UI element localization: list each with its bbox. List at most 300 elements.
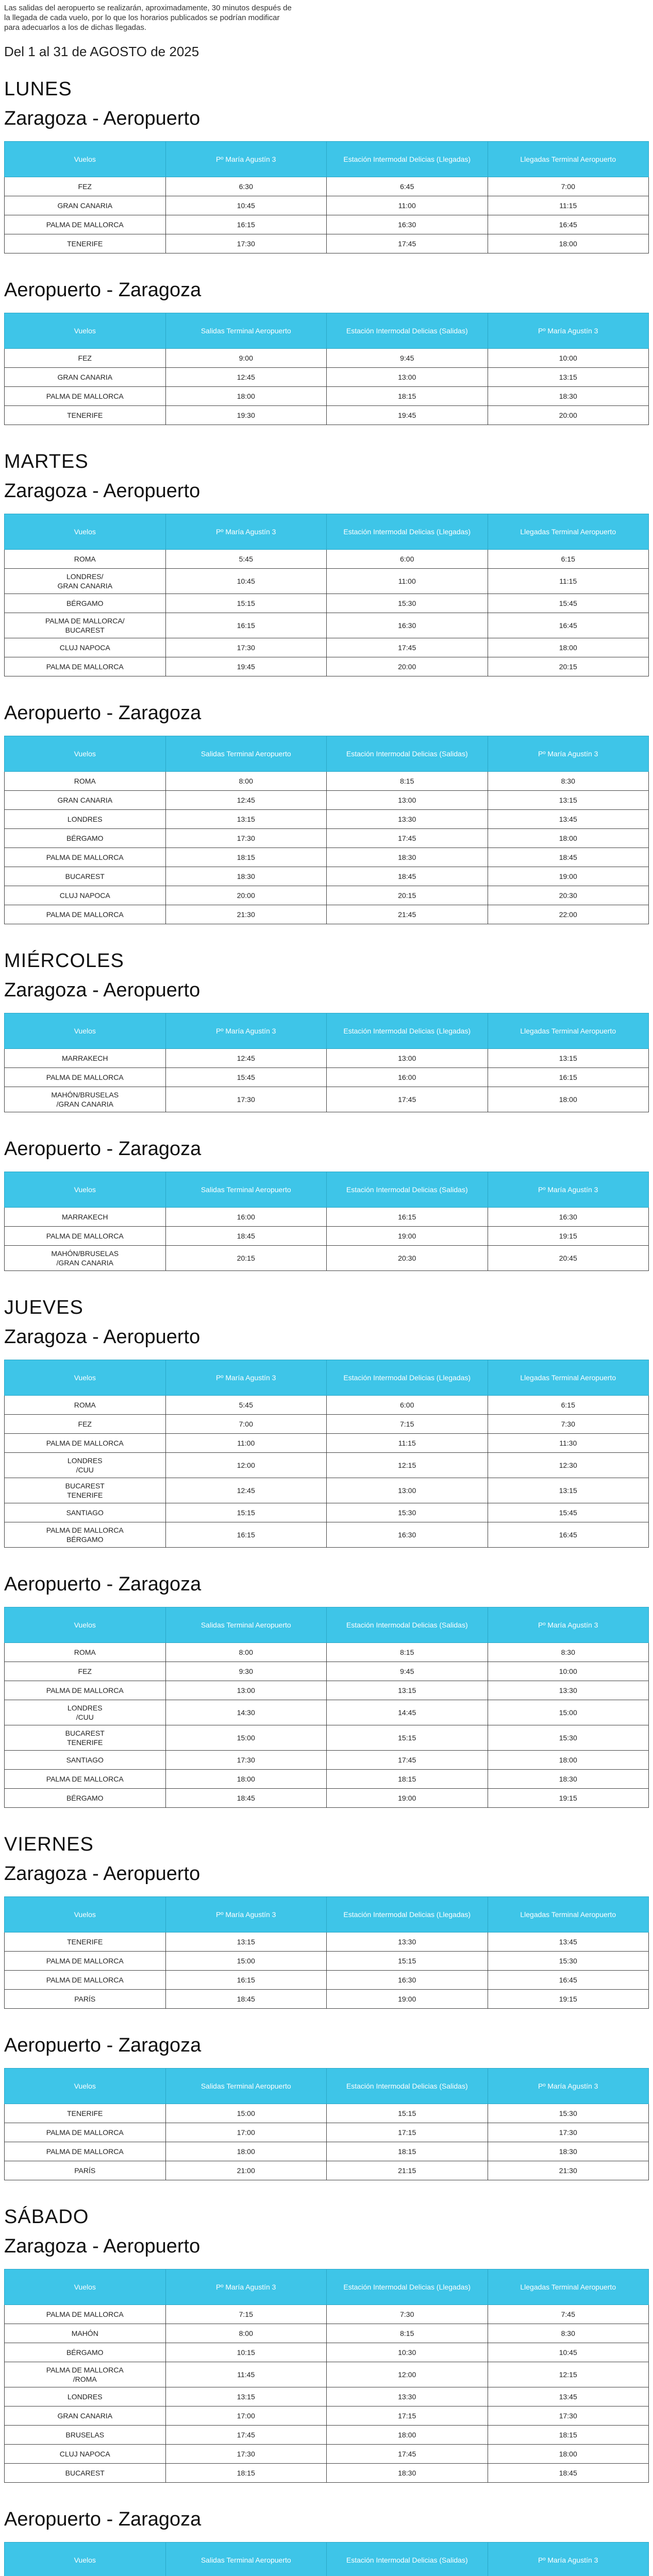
time-cell: 20:15: [327, 886, 488, 905]
time-cell: 17:45: [327, 234, 488, 253]
column-header: Pº María Agustín 3: [488, 1607, 649, 1643]
table-row: [5, 1933, 649, 1952]
flight-destination: LONDRES /CUU: [5, 1700, 166, 1725]
column-header: Estación Intermodal Delicias (Llegadas): [327, 514, 488, 550]
header-row: [5, 313, 649, 349]
time-cell: 16:30: [327, 1522, 488, 1548]
time-cell: 10:45: [165, 569, 327, 594]
time-cell: 13:15: [488, 791, 649, 810]
time-cell: 19:30: [165, 406, 327, 425]
flight-destination: SANTIAGO: [5, 1751, 166, 1770]
table-row: [5, 1396, 649, 1415]
flight-destination: PALMA DE MALLORCA: [5, 387, 166, 406]
flight-destination: BUCAREST TENERIFE: [5, 1725, 166, 1751]
time-cell: 8:00: [165, 2324, 327, 2343]
time-cell: 16:30: [327, 613, 488, 638]
time-cell: 21:45: [327, 905, 488, 924]
time-cell: 7:00: [165, 1415, 327, 1434]
flight-destination: BÉRGAMO: [5, 594, 166, 613]
time-cell: 18:45: [165, 1227, 327, 1246]
table-row: [5, 2343, 649, 2362]
column-header: Vuelos: [5, 514, 166, 550]
time-cell: 8:00: [165, 1643, 327, 1662]
table-row: [5, 2464, 649, 2483]
day-heading: VIERNES: [4, 1834, 94, 1855]
time-cell: 15:15: [165, 594, 327, 613]
time-cell: 18:15: [327, 1770, 488, 1789]
time-cell: 19:15: [488, 1789, 649, 1808]
column-header: Vuelos: [5, 2269, 166, 2305]
time-cell: 20:00: [165, 886, 327, 905]
flight-destination: PALMA DE MALLORCA: [5, 1971, 166, 1990]
flight-destination: ROMA: [5, 772, 166, 791]
table-row: [5, 1246, 649, 1271]
time-cell: 17:30: [488, 2406, 649, 2426]
column-header: Pº María Agustín 3: [165, 514, 327, 550]
schedule-table: [4, 514, 649, 676]
column-header: Estación Intermodal Delicias (Salidas): [327, 1172, 488, 1208]
column-header: Llegadas Terminal Aeropuerto: [488, 2269, 649, 2305]
time-cell: 12:00: [327, 2362, 488, 2387]
flight-destination: FEZ: [5, 349, 166, 368]
table-row: [5, 1227, 649, 1246]
flight-destination: FEZ: [5, 177, 166, 196]
flight-destination: BÉRGAMO: [5, 2343, 166, 2362]
time-cell: 9:00: [165, 349, 327, 368]
time-cell: 16:00: [165, 1208, 327, 1227]
time-cell: 12:45: [165, 1478, 327, 1503]
time-cell: 15:15: [327, 2104, 488, 2123]
table-row: [5, 1990, 649, 2009]
column-header: Vuelos: [5, 736, 166, 772]
column-header: Pº María Agustín 3: [165, 1897, 327, 1933]
table-row: [5, 1049, 649, 1068]
day-heading: MIÉRCOLES: [4, 950, 124, 972]
time-cell: 13:00: [327, 1049, 488, 1068]
time-cell: 13:15: [165, 1933, 327, 1952]
table-row: [5, 848, 649, 867]
flight-destination: PALMA DE MALLORCA: [5, 657, 166, 676]
column-header: Vuelos: [5, 2543, 166, 2576]
time-cell: 17:45: [327, 1087, 488, 1112]
time-cell: 10:45: [165, 196, 327, 215]
flight-destination: BUCAREST: [5, 2464, 166, 2483]
time-cell: 11:15: [327, 1434, 488, 1453]
header-row: [5, 1360, 649, 1396]
days-container: [4, 78, 649, 2576]
time-cell: 18:00: [488, 829, 649, 848]
table-row: [5, 1971, 649, 1990]
column-header: Pº María Agustín 3: [488, 2069, 649, 2104]
table-row: [5, 2305, 649, 2324]
flight-destination: PALMA DE MALLORCA: [5, 1068, 166, 1087]
time-cell: 18:00: [488, 1751, 649, 1770]
table-row: [5, 349, 649, 368]
time-cell: 8:30: [488, 2324, 649, 2343]
flight-destination: ROMA: [5, 550, 166, 569]
time-cell: 9:45: [327, 349, 488, 368]
table-row: [5, 613, 649, 638]
table-row: [5, 569, 649, 594]
time-cell: 19:45: [165, 657, 327, 676]
flight-destination: MAHÓN/BRUSELAS /GRAN CANARIA: [5, 1087, 166, 1112]
time-cell: 17:45: [327, 829, 488, 848]
route-heading: Zaragoza - Aeropuerto: [4, 979, 200, 1001]
flight-destination: TENERIFE: [5, 234, 166, 253]
flight-destination: MARRAKECH: [5, 1208, 166, 1227]
time-cell: 18:45: [327, 867, 488, 886]
table-row: [5, 1208, 649, 1227]
time-cell: 13:15: [165, 810, 327, 829]
time-cell: 18:45: [488, 848, 649, 867]
time-cell: 18:30: [327, 2464, 488, 2483]
time-cell: 17:15: [327, 2123, 488, 2142]
column-header: Vuelos: [5, 1172, 166, 1208]
time-cell: 17:45: [327, 2445, 488, 2464]
table-row: [5, 1725, 649, 1751]
intro-note: Las salidas del aeropuerto se realizarán, aproximadamente, 30 minutos después de la llegada de cada vuelo, por lo que los horarios publicados se podrían modificar para adecuarlos a los de dichas llegadas.: [4, 4, 292, 32]
table-row: [5, 1700, 649, 1725]
schedule-table: [4, 2542, 649, 2576]
table-row: [5, 387, 649, 406]
time-cell: 8:15: [327, 1643, 488, 1662]
table-row: [5, 867, 649, 886]
flight-destination: PALMA DE MALLORCA: [5, 2305, 166, 2324]
time-cell: 6:45: [327, 177, 488, 196]
table-row: [5, 905, 649, 924]
route-heading: Aeropuerto - Zaragoza: [4, 2509, 202, 2530]
time-cell: 15:30: [488, 1952, 649, 1971]
table-row: [5, 1415, 649, 1434]
time-cell: 7:15: [165, 2305, 327, 2324]
route-heading: Aeropuerto - Zaragoza: [4, 702, 202, 724]
column-header: Vuelos: [5, 2069, 166, 2104]
time-cell: 12:45: [165, 1049, 327, 1068]
time-cell: 19:00: [488, 867, 649, 886]
table-row: [5, 1952, 649, 1971]
time-cell: 13:45: [488, 810, 649, 829]
time-cell: 16:30: [327, 215, 488, 234]
time-cell: 13:15: [488, 1478, 649, 1503]
table-row: [5, 2142, 649, 2161]
time-cell: 20:30: [327, 1246, 488, 1271]
time-cell: 16:30: [327, 1971, 488, 1990]
time-cell: 16:45: [488, 215, 649, 234]
time-cell: 18:15: [327, 387, 488, 406]
flight-destination: PARÍS: [5, 2161, 166, 2180]
time-cell: 8:30: [488, 772, 649, 791]
table-row: [5, 234, 649, 253]
time-cell: 10:15: [165, 2343, 327, 2362]
time-cell: 20:15: [165, 1246, 327, 1271]
column-header: Vuelos: [5, 313, 166, 349]
time-cell: 15:15: [165, 1503, 327, 1522]
flight-destination: GRAN CANARIA: [5, 791, 166, 810]
table-row: [5, 2161, 649, 2180]
time-cell: 19:00: [327, 1227, 488, 1246]
time-cell: 20:00: [327, 657, 488, 676]
flight-destination: TENERIFE: [5, 1933, 166, 1952]
table-row: [5, 2104, 649, 2123]
column-header: Salidas Terminal Aeropuerto: [165, 2543, 327, 2576]
column-header: Pº María Agustín 3: [165, 1360, 327, 1396]
time-cell: 8:15: [327, 2324, 488, 2343]
time-cell: 16:15: [327, 1208, 488, 1227]
time-cell: 12:15: [327, 1453, 488, 1478]
day-heading: MARTES: [4, 451, 89, 472]
flight-destination: PALMA DE MALLORCA: [5, 1952, 166, 1971]
time-cell: 18:30: [327, 848, 488, 867]
time-cell: 10:30: [327, 2343, 488, 2362]
time-cell: 13:30: [488, 1681, 649, 1700]
table-row: [5, 2426, 649, 2445]
time-cell: 11:15: [488, 569, 649, 594]
table-row: [5, 791, 649, 810]
schedule-table: [4, 313, 649, 425]
route-heading: Zaragoza - Aeropuerto: [4, 480, 200, 502]
time-cell: 15:30: [327, 594, 488, 613]
time-cell: 13:00: [327, 1478, 488, 1503]
table-row: [5, 829, 649, 848]
time-cell: 7:45: [488, 2305, 649, 2324]
time-cell: 13:45: [488, 2387, 649, 2406]
time-cell: 15:00: [488, 1700, 649, 1725]
time-cell: 15:15: [327, 1952, 488, 1971]
schedule-table: [4, 1360, 649, 1548]
column-header: Estación Intermodal Delicias (Llegadas): [327, 1013, 488, 1049]
time-cell: 14:45: [327, 1700, 488, 1725]
time-cell: 13:15: [488, 1049, 649, 1068]
time-cell: 18:30: [165, 867, 327, 886]
time-cell: 16:15: [165, 1522, 327, 1548]
schedule-table: [4, 1013, 649, 1112]
flight-destination: LONDRES/ GRAN CANARIA: [5, 569, 166, 594]
time-cell: 15:45: [488, 1503, 649, 1522]
header-row: [5, 2543, 649, 2576]
time-cell: 21:15: [327, 2161, 488, 2180]
time-cell: 18:30: [488, 387, 649, 406]
time-cell: 18:00: [165, 2142, 327, 2161]
time-cell: 18:00: [165, 1770, 327, 1789]
column-header: Llegadas Terminal Aeropuerto: [488, 514, 649, 550]
flight-destination: MAHÓN: [5, 2324, 166, 2343]
header-row: [5, 142, 649, 177]
time-cell: 7:30: [327, 2305, 488, 2324]
table-row: [5, 550, 649, 569]
time-cell: 18:00: [488, 1087, 649, 1112]
flight-destination: LONDRES: [5, 810, 166, 829]
flight-destination: PALMA DE MALLORCA: [5, 848, 166, 867]
time-cell: 15:30: [488, 1725, 649, 1751]
time-cell: 16:45: [488, 1522, 649, 1548]
day-heading: JUEVES: [4, 1297, 83, 1318]
table-row: [5, 594, 649, 613]
time-cell: 19:15: [488, 1990, 649, 2009]
header-row: [5, 1013, 649, 1049]
time-cell: 17:30: [165, 2445, 327, 2464]
time-cell: 17:15: [327, 2406, 488, 2426]
time-cell: 19:00: [327, 1789, 488, 1808]
flight-destination: ROMA: [5, 1643, 166, 1662]
time-cell: 16:15: [165, 1971, 327, 1990]
flight-destination: MARRAKECH: [5, 1049, 166, 1068]
day-heading: SÁBADO: [4, 2206, 89, 2228]
time-cell: 9:30: [165, 1662, 327, 1681]
table-row: [5, 196, 649, 215]
column-header: Estación Intermodal Delicias (Llegadas): [327, 1897, 488, 1933]
flight-destination: TENERIFE: [5, 406, 166, 425]
time-cell: 10:45: [488, 2343, 649, 2362]
table-row: [5, 2123, 649, 2142]
time-cell: 10:00: [488, 349, 649, 368]
time-cell: 15:00: [165, 1952, 327, 1971]
time-cell: 17:45: [327, 1751, 488, 1770]
column-header: Pº María Agustín 3: [488, 736, 649, 772]
column-header: Pº María Agustín 3: [488, 1172, 649, 1208]
flight-destination: PALMA DE MALLORCA: [5, 1434, 166, 1453]
time-cell: 15:00: [165, 1725, 327, 1751]
time-cell: 15:45: [165, 1068, 327, 1087]
time-cell: 13:30: [327, 1933, 488, 1952]
time-cell: 13:30: [327, 2387, 488, 2406]
flight-destination: GRAN CANARIA: [5, 368, 166, 387]
time-cell: 11:15: [488, 196, 649, 215]
flight-destination: PALMA DE MALLORCA BÉRGAMO: [5, 1522, 166, 1548]
time-cell: 18:00: [488, 234, 649, 253]
table-row: [5, 2445, 649, 2464]
column-header: Pº María Agustín 3: [165, 142, 327, 177]
time-cell: 11:00: [327, 196, 488, 215]
flight-destination: PALMA DE MALLORCA: [5, 1227, 166, 1246]
route-heading: Aeropuerto - Zaragoza: [4, 279, 202, 301]
flight-destination: PALMA DE MALLORCA: [5, 2142, 166, 2161]
time-cell: 11:45: [165, 2362, 327, 2387]
time-cell: 20:00: [488, 406, 649, 425]
table-row: [5, 1453, 649, 1478]
time-cell: 16:45: [488, 1971, 649, 1990]
column-header: Estación Intermodal Delicias (Salidas): [327, 2543, 488, 2576]
time-cell: 20:15: [488, 657, 649, 676]
time-cell: 18:00: [488, 2445, 649, 2464]
table-row: [5, 177, 649, 196]
header-row: [5, 2069, 649, 2104]
column-header: Vuelos: [5, 142, 166, 177]
schedule-table: [4, 2269, 649, 2483]
time-cell: 12:15: [488, 2362, 649, 2387]
time-cell: 12:30: [488, 1453, 649, 1478]
header-row: [5, 1897, 649, 1933]
time-cell: 17:30: [165, 829, 327, 848]
flight-destination: LONDRES /CUU: [5, 1453, 166, 1478]
column-header: Llegadas Terminal Aeropuerto: [488, 1360, 649, 1396]
column-header: Llegadas Terminal Aeropuerto: [488, 1897, 649, 1933]
flight-destination: BUCAREST TENERIFE: [5, 1478, 166, 1503]
route-heading: Aeropuerto - Zaragoza: [4, 1573, 202, 1595]
table-row: [5, 2406, 649, 2426]
time-cell: 21:00: [165, 2161, 327, 2180]
flight-destination: FEZ: [5, 1415, 166, 1434]
table-row: [5, 1751, 649, 1770]
time-cell: 12:00: [165, 1453, 327, 1478]
date-range: Del 1 al 31 de AGOSTO de 2025: [4, 44, 199, 59]
time-cell: 7:00: [488, 177, 649, 196]
time-cell: 13:45: [488, 1933, 649, 1952]
table-row: [5, 1789, 649, 1808]
flight-destination: CLUJ NAPOCA: [5, 2445, 166, 2464]
time-cell: 10:00: [488, 1662, 649, 1681]
table-row: [5, 215, 649, 234]
table-row: [5, 2362, 649, 2387]
time-cell: 14:30: [165, 1700, 327, 1725]
time-cell: 7:30: [488, 1415, 649, 1434]
time-cell: 19:15: [488, 1227, 649, 1246]
time-cell: 11:30: [488, 1434, 649, 1453]
time-cell: 18:00: [327, 2426, 488, 2445]
flight-destination: BÉRGAMO: [5, 829, 166, 848]
column-header: Vuelos: [5, 1607, 166, 1643]
flight-destination: TENERIFE: [5, 2104, 166, 2123]
header-row: [5, 736, 649, 772]
time-cell: 16:15: [165, 613, 327, 638]
table-row: [5, 1478, 649, 1503]
column-header: Salidas Terminal Aeropuerto: [165, 1172, 327, 1208]
schedule-table: [4, 1172, 649, 1271]
time-cell: 17:45: [165, 2426, 327, 2445]
route-heading: Zaragoza - Aeropuerto: [4, 108, 200, 129]
time-cell: 21:30: [165, 905, 327, 924]
time-cell: 19:45: [327, 406, 488, 425]
time-cell: 18:15: [488, 2426, 649, 2445]
flight-destination: PALMA DE MALLORCA: [5, 215, 166, 234]
time-cell: 6:00: [327, 1396, 488, 1415]
column-header: Pº María Agustín 3: [165, 1013, 327, 1049]
time-cell: 17:45: [327, 638, 488, 657]
table-row: [5, 2324, 649, 2343]
flight-destination: ROMA: [5, 1396, 166, 1415]
table-row: [5, 1681, 649, 1700]
time-cell: 18:45: [165, 1789, 327, 1808]
time-cell: 5:45: [165, 1396, 327, 1415]
column-header: Salidas Terminal Aeropuerto: [165, 736, 327, 772]
table-row: [5, 1643, 649, 1662]
table-row: [5, 406, 649, 425]
column-header: Salidas Terminal Aeropuerto: [165, 1607, 327, 1643]
time-cell: 16:30: [488, 1208, 649, 1227]
time-cell: 20:30: [488, 886, 649, 905]
table-row: [5, 1662, 649, 1681]
flight-destination: PALMA DE MALLORCA/ BUCAREST: [5, 613, 166, 638]
column-header: Vuelos: [5, 1897, 166, 1933]
table-row: [5, 638, 649, 657]
column-header: Pº María Agustín 3: [488, 2543, 649, 2576]
table-row: [5, 657, 649, 676]
header-row: [5, 1172, 649, 1208]
time-cell: 22:00: [488, 905, 649, 924]
route-heading: Zaragoza - Aeropuerto: [4, 1326, 200, 1348]
header-row: [5, 2269, 649, 2305]
flight-destination: SANTIAGO: [5, 1503, 166, 1522]
flight-destination: PALMA DE MALLORCA: [5, 1770, 166, 1789]
time-cell: 15:30: [327, 1503, 488, 1522]
time-cell: 15:30: [488, 2104, 649, 2123]
time-cell: 18:15: [327, 2142, 488, 2161]
flight-destination: BRUSELAS: [5, 2426, 166, 2445]
time-cell: 13:15: [327, 1681, 488, 1700]
time-cell: 17:30: [488, 2123, 649, 2142]
column-header: Vuelos: [5, 1360, 166, 1396]
time-cell: 8:00: [165, 772, 327, 791]
column-header: Pº María Agustín 3: [165, 2269, 327, 2305]
